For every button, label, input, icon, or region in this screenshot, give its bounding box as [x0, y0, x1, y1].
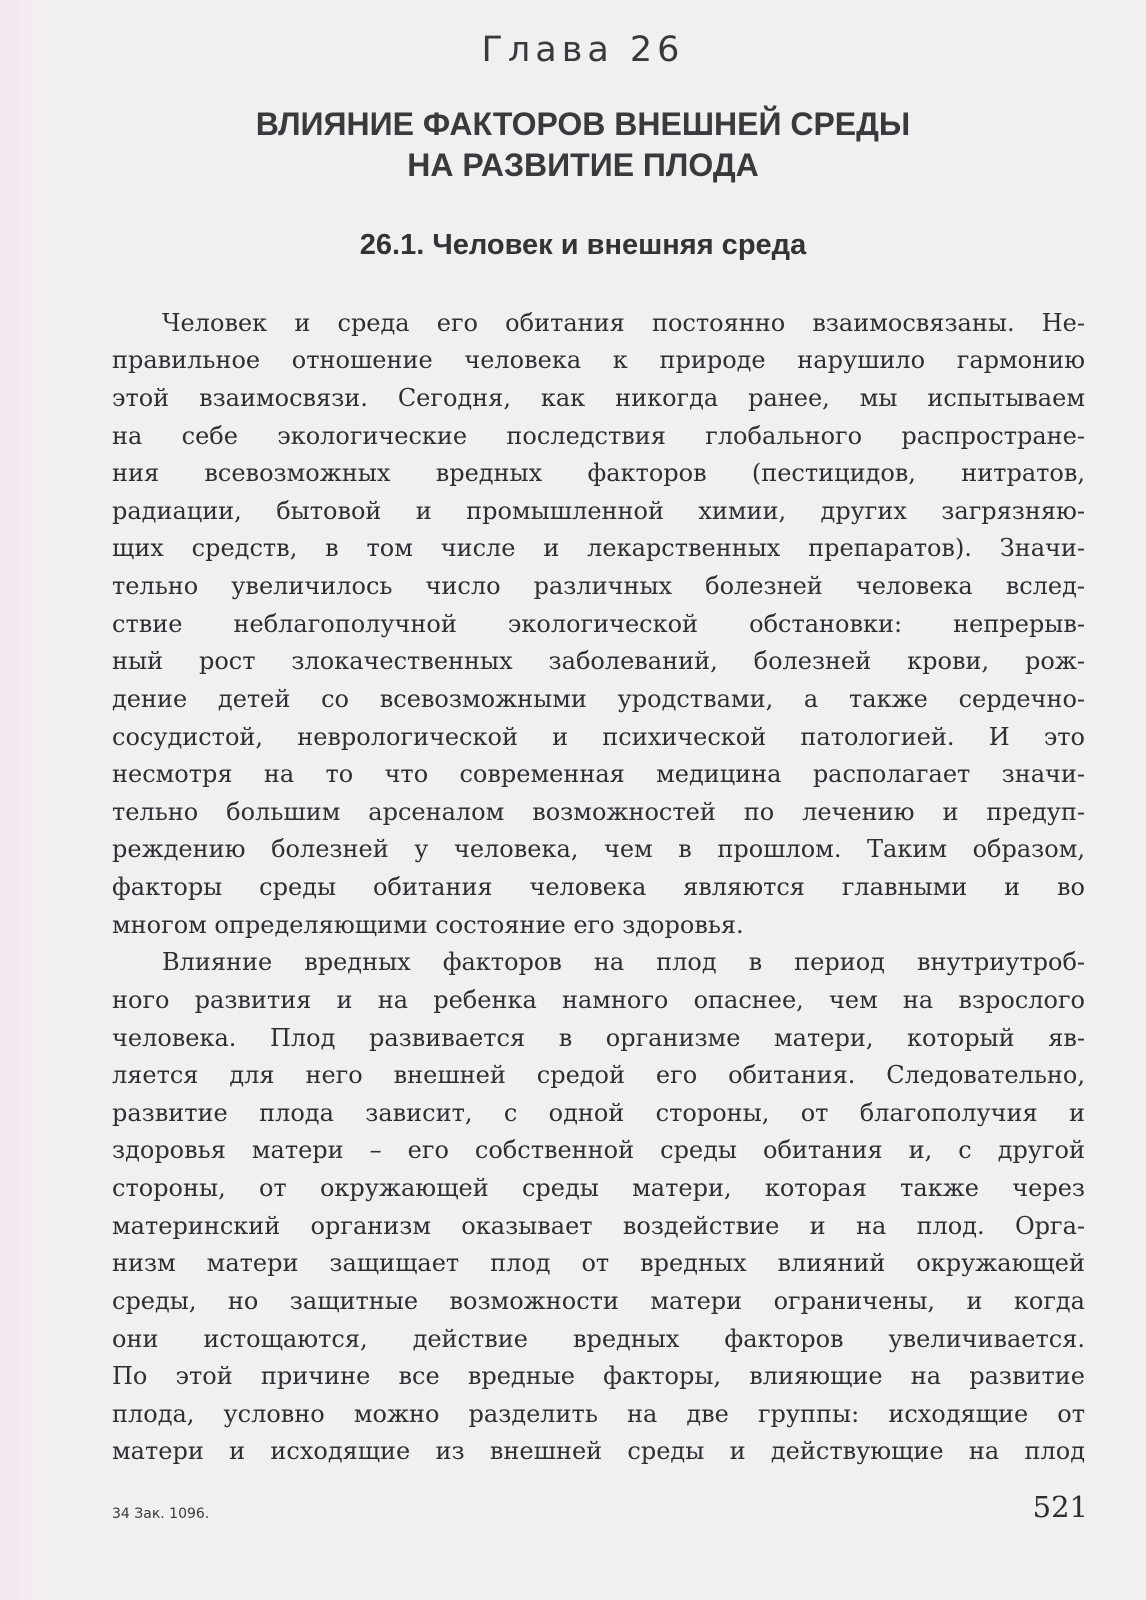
- text-line: среды, но защитные возможности матери ограничены, и когда: [112, 1287, 1085, 1315]
- text-line: правильное отношение человека к природе нарушило гармонию: [112, 346, 1085, 374]
- text-line: дение детей со всевозможными уродствами, а также сердечно-: [112, 685, 1085, 713]
- text-line: ствие неблагополучной экологической обстановки: непрерыв-: [112, 610, 1085, 638]
- text-line: здоровья матери – его собственной среды обитания и, с другой: [112, 1136, 1085, 1164]
- text-line: многом определяющими состояние его здоровья.: [112, 911, 744, 939]
- text-line: несмотря на то что современная медицина располагает значи-: [112, 760, 1085, 788]
- text-line: тельно большим арсеналом возможностей по лечению и предуп-: [112, 798, 1085, 826]
- section-title: 26.1. Человек и внешняя среда: [359, 229, 807, 261]
- text-line: развитие плода зависит, с одной стороны, от благополучия и: [112, 1099, 1085, 1127]
- print-signature: 34 Зак. 1096.: [112, 1506, 210, 1522]
- text-line: реждению болезней у человека, чем в прошлом. Таким образом,: [112, 835, 1085, 863]
- chapter-title: [0, 104, 1146, 186]
- text-line: сосудистой, неврологической и психической патологией. И это: [112, 723, 1085, 751]
- text-line: Влияние вредных факторов на плод в период внутриутроб-: [162, 948, 1085, 976]
- text-line: ного развития и на ребенка намного опаснее, чем на взрослого: [112, 986, 1085, 1014]
- text-line: Человек и среда его обитания постоянно взаимосвязаны. Не-: [162, 309, 1085, 337]
- text-line: ляется для него внешней средой его обитания. Следовательно,: [112, 1061, 1085, 1089]
- text-line: этой взаимосвязи. Сегодня, как никогда ранее, мы испытываем: [112, 384, 1085, 412]
- text-line: радиации, бытовой и промышленной химии, других загрязняю-: [112, 497, 1085, 525]
- text-line: ния всевозможных вредных факторов (пестицидов, нитратов,: [112, 459, 1085, 487]
- text-line: щих средств, в том числе и лекарственных препаратов). Значи-: [112, 534, 1085, 562]
- text-line: ный рост злокачественных заболеваний, болезней крови, рож-: [112, 647, 1085, 675]
- text-line: матери и исходящие из внешней среды и действующие на плод: [112, 1437, 1085, 1465]
- page-number: 521: [1032, 1490, 1088, 1524]
- text-line: низм матери защищает плод от вредных влияний окружающей: [112, 1249, 1085, 1277]
- chapter-title-line-1: ВЛИЯНИЕ ФАКТОРОВ ВНЕШНЕЙ СРЕДЫ: [255, 106, 911, 142]
- text-line: факторы среды обитания человека являются главными и во: [112, 873, 1085, 901]
- text-line: человека. Плод развивается в организме матери, который яв-: [112, 1024, 1085, 1052]
- text-line: на себе экологические последствия глобального распростране-: [112, 422, 1085, 450]
- text-line: плода, условно можно разделить на две группы: исходящие от: [112, 1400, 1085, 1428]
- text-line: стороны, от окружающей среды матери, которая также через: [112, 1174, 1085, 1202]
- text-line: они истощаются, действие вредных факторов увеличивается.: [112, 1325, 1085, 1353]
- chapter-title-line-2: НА РАЗВИТИЕ ПЛОДА: [407, 147, 759, 183]
- text-line: тельно увеличилось число различных болезней человека вслед-: [112, 572, 1085, 600]
- text-line: По этой причине все вредные факторы, влияющие на развитие: [112, 1362, 1085, 1390]
- text-line: материнский организм оказывает воздействие и на плод. Орга-: [112, 1212, 1085, 1240]
- chapter-label: Глава 26: [481, 30, 685, 70]
